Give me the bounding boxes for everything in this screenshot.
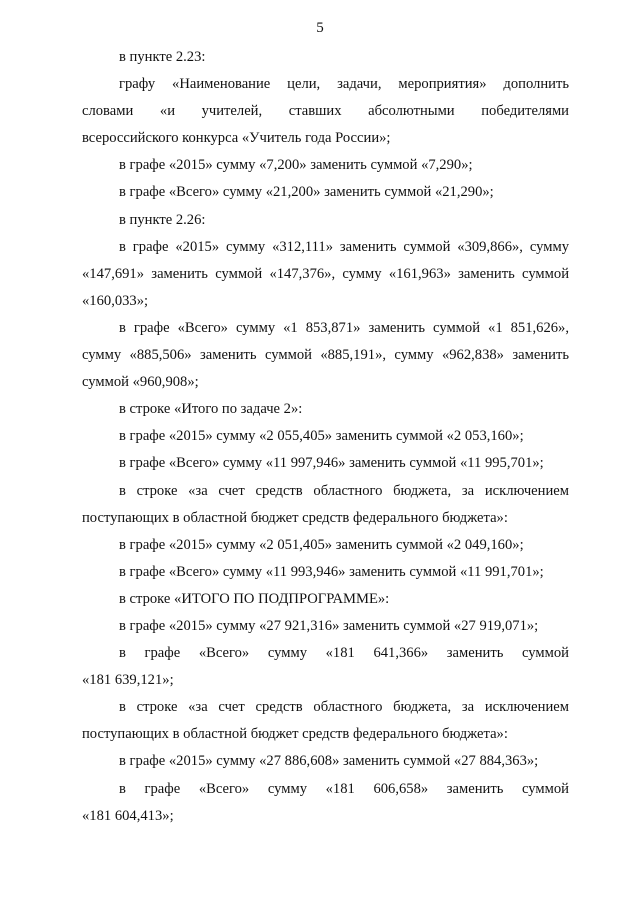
text-line: в графе «2015» сумму «27 921,316» заменить суммой «27 919,071»; xyxy=(119,617,539,634)
text-line: в графе «Всего» сумму «21,200» заменить суммой «21,290»; xyxy=(119,184,494,201)
text-line: в графе «Всего» сумму «181 641,366» заменить суммой xyxy=(119,645,569,662)
page-number: 5 xyxy=(316,20,324,36)
text-line: всероссийского конкурса «Учитель года России»; xyxy=(82,130,391,147)
text-line: суммой «960,908»; xyxy=(82,374,199,391)
text-line: словами «и учителей, ставших абсолютными победителями xyxy=(82,103,569,120)
text-line: «160,033»; xyxy=(82,292,149,309)
text-line: «181 639,121»; xyxy=(82,672,174,689)
text-line: «147,691» заменить суммой «147,376», сумму «161,963» заменить суммой xyxy=(82,265,569,282)
text-line: в строке «за счет средств областного бюджета, за исключением xyxy=(119,699,569,716)
text-line: в пункте 2.23: xyxy=(119,49,206,65)
text-line: в строке «Итого по задаче 2»: xyxy=(119,401,303,418)
document-body xyxy=(82,44,569,830)
text-line: в пункте 2.26: xyxy=(119,211,206,228)
text-line: сумму «885,506» заменить суммой «885,191», сумму «962,838» заменить xyxy=(82,347,569,364)
text-line: в графе «Всего» сумму «1 853,871» заменить суммой «1 851,626», xyxy=(119,319,569,336)
text-line: в строке «ИТОГО ПО ПОДПРОГРАММЕ»: xyxy=(119,590,390,607)
text-line: в графе «2015» сумму «7,200» заменить суммой «7,290»; xyxy=(119,157,473,174)
text-line: в графе «Всего» сумму «11 993,946» заменить суммой «11 991,701»; xyxy=(119,563,544,580)
text-line: в графе «2015» сумму «312,111» заменить суммой «309,866», сумму xyxy=(119,238,569,255)
text-line: в графе «2015» сумму «27 886,608» заменить суммой «27 884,363»; xyxy=(119,753,539,770)
text-line: в строке «за счет средств областного бюджета, за исключением xyxy=(119,482,569,499)
text-line: в графе «Всего» сумму «11 997,946» заменить суммой «11 995,701»; xyxy=(119,455,544,472)
text-line: в графе «2015» сумму «2 055,405» заменить суммой «2 053,160»; xyxy=(119,428,524,445)
text-line: в графе «2015» сумму «2 051,405» заменить суммой «2 049,160»; xyxy=(119,536,524,553)
text-line: в графе «Всего» сумму «181 606,658» заменить суммой xyxy=(119,780,569,797)
text-line: поступающих в областной бюджет средств федерального бюджета»: xyxy=(82,726,508,743)
text-line: графу «Наименование цели, задачи, мероприятия» дополнить xyxy=(119,76,569,93)
text-line: «181 604,413»; xyxy=(82,807,174,824)
text-line: поступающих в областной бюджет средств федерального бюджета»: xyxy=(82,509,508,526)
